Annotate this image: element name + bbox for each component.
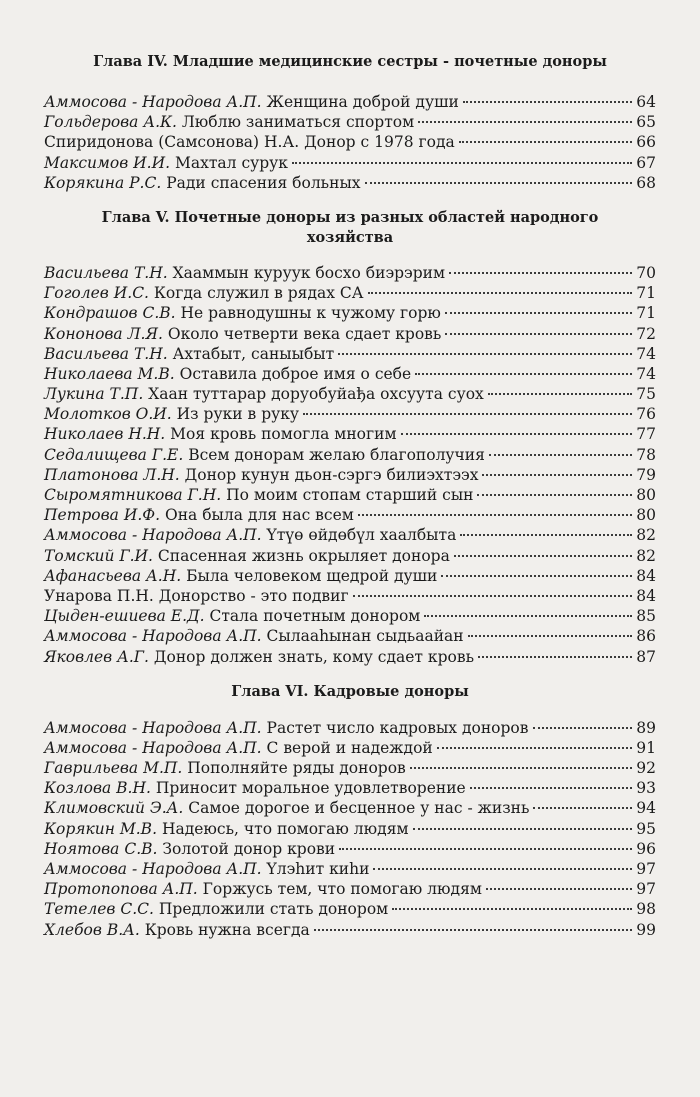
toc-entry: [44, 505, 656, 525]
dot-leader: [401, 433, 633, 435]
chapter-title: Глава VI. Кадровые доноры: [231, 682, 469, 700]
toc-entry: [44, 465, 656, 485]
dot-leader: [437, 747, 633, 749]
dot-leader: [358, 514, 632, 516]
entry-list: [44, 263, 656, 667]
entry-title: Не равнодушны к чужому горю: [180, 304, 441, 323]
toc-entry: [44, 283, 656, 303]
entry-author: Максимов И.И.: [44, 153, 171, 172]
entry-title: Сылааһынан сыдьаайан: [266, 627, 464, 646]
entry-author: Корякин М.В.: [44, 819, 158, 838]
entry-page-number: 82: [636, 546, 656, 565]
entry-title: Үтүө өйдөбүл хаалбыта: [266, 526, 457, 545]
dot-leader: [449, 272, 632, 274]
entry-author: Аммосова - Народова А.П.: [44, 627, 262, 646]
entry-page-number: 75: [636, 385, 656, 404]
entry-author: Васильева Т.Н.: [44, 344, 168, 363]
dot-leader: [410, 767, 632, 769]
entry-author: Николаев Н.Н.: [44, 425, 166, 444]
toc-entry: [44, 879, 656, 899]
toc-entry: [44, 566, 656, 586]
dot-leader: [454, 555, 632, 557]
entry-page-number: 82: [636, 526, 656, 545]
entry-title: Люблю заниматься спортом: [181, 113, 415, 132]
entry-author: Лукина Т.П.: [44, 385, 144, 404]
entry-page-number: 72: [636, 324, 656, 343]
toc-entry: [44, 899, 656, 919]
toc-entry: [44, 384, 656, 404]
entry-title: Предложили стать донором: [158, 900, 389, 919]
entry-author: Ноятова С.В.: [44, 839, 158, 858]
entry-page-number: 86: [636, 627, 656, 646]
dot-leader: [373, 868, 632, 870]
dot-leader: [292, 162, 632, 164]
entry-page-number: 85: [636, 607, 656, 626]
entry-page-number: 74: [636, 344, 656, 363]
table-of-contents: [44, 52, 656, 940]
entry-page-number: 98: [636, 900, 656, 919]
chapter-5: [44, 208, 656, 667]
entry-title: Оставила доброе имя о себе: [179, 364, 412, 383]
dot-leader: [445, 312, 632, 314]
entry-title: Горжусь тем, что помогаю людям: [202, 880, 482, 899]
dot-leader: [339, 848, 632, 850]
entry-page-number: 71: [636, 304, 656, 323]
entry-page-number: 78: [636, 445, 656, 464]
entry-page-number: 97: [636, 860, 656, 878]
entry-title: Спиридонова (Самсонова) Н.А. Донор с 1978 года: [44, 133, 455, 152]
toc-entry: [44, 424, 656, 444]
entry-title: Пополняйте ряды доноров: [187, 759, 406, 778]
dot-leader: [418, 121, 632, 123]
toc-entry: [44, 626, 656, 646]
toc-entry: [44, 819, 656, 839]
entry-title: Стала почетным донором: [209, 607, 421, 626]
entry-title: Кровь нужна всегда: [144, 920, 310, 939]
entry-page-number: 66: [636, 133, 656, 152]
toc-entry: [44, 859, 656, 879]
toc-entry: [44, 344, 656, 364]
entry-author: Козлова В.Н.: [44, 779, 151, 798]
entry-title: Она была для нас всем: [165, 506, 354, 525]
toc-entry: [44, 586, 656, 606]
entry-title: Около четверти века сдает кровь: [167, 324, 442, 343]
entry-page-number: 67: [636, 153, 656, 172]
dot-leader: [415, 373, 632, 375]
entry-page-number: 89: [636, 718, 656, 737]
entry-author: Сыромятникова Г.Н.: [44, 486, 222, 504]
entry-page-number: 71: [636, 284, 656, 303]
entry-page-number: 97: [636, 880, 656, 899]
entry-page-number: 65: [636, 113, 656, 132]
dot-leader: [463, 101, 632, 103]
entry-title: Когда служил в рядах СА: [153, 284, 364, 303]
entry-author: Седалищева Г.Е.: [44, 445, 184, 464]
entry-author: Корякина Р.С.: [44, 173, 162, 192]
entry-author: Афанасьева А.Н.: [44, 566, 182, 585]
entry-author: Протопопова А.П.: [44, 880, 198, 899]
entry-author: Николаева М.В.: [44, 364, 175, 383]
entry-list: [44, 92, 656, 193]
toc-entry: [44, 546, 656, 566]
entry-page-number: 84: [636, 566, 656, 585]
dot-leader: [303, 413, 632, 415]
entry-title: Ахтабыт, саныыбыт: [172, 344, 335, 363]
entry-author: Молотков О.И.: [44, 405, 172, 424]
entry-page-number: 80: [636, 506, 656, 525]
entry-title: Үлэһит киһи: [266, 860, 370, 878]
entry-page-number: 64: [636, 93, 656, 111]
entry-author: Цыден-ешиева Е.Д.: [44, 607, 205, 626]
entry-author: Гольдерова А.К.: [44, 113, 177, 132]
dot-leader: [486, 888, 632, 890]
dot-leader: [533, 727, 633, 729]
dot-leader: [368, 292, 633, 294]
toc-entry: [44, 364, 656, 384]
entry-page-number: 68: [636, 173, 656, 192]
entry-page-number: 84: [636, 586, 656, 605]
dot-leader: [489, 454, 632, 456]
toc-entry: [44, 839, 656, 859]
entry-page-number: 93: [636, 779, 656, 798]
entry-author: Аммосова - Народова А.П.: [44, 738, 262, 757]
toc-entry: [44, 112, 656, 132]
toc-entry: [44, 303, 656, 323]
dot-leader: [533, 807, 632, 809]
dot-leader: [460, 534, 632, 536]
entry-author: Хлебов В.А.: [44, 920, 140, 939]
entry-author: Кононова Л.Я.: [44, 324, 163, 343]
entry-author: Тетелев С.С.: [44, 900, 154, 919]
toc-entry: [44, 606, 656, 626]
entry-title: Всем донорам желаю благополучия: [188, 445, 485, 464]
entry-author: Петрова И.Ф.: [44, 506, 161, 525]
entry-page-number: 87: [636, 647, 656, 666]
dot-leader: [482, 474, 632, 476]
entry-author: Климовский Э.А.: [44, 799, 184, 818]
entry-page-number: 70: [636, 263, 656, 282]
toc-entry: [44, 758, 656, 778]
chapter-title: Глава IV. Младшие медицинские сестры - почетные доноры: [93, 53, 607, 70]
dot-leader: [365, 182, 633, 184]
entry-author: Васильева Т.Н.: [44, 263, 168, 282]
entry-page-number: 99: [636, 920, 656, 939]
entry-page-number: 95: [636, 819, 656, 838]
dot-leader: [392, 908, 632, 910]
dot-leader: [424, 615, 632, 617]
entry-author: Платонова Л.Н.: [44, 465, 180, 484]
toc-entry: [44, 445, 656, 465]
chapter-6: [44, 682, 656, 940]
toc-entry: [44, 798, 656, 818]
toc-entry: [44, 718, 656, 738]
entry-page-number: 77: [636, 425, 656, 444]
entry-title: Женщина доброй души: [266, 93, 459, 111]
entry-author: Гоголев И.С.: [44, 284, 149, 303]
toc-entry: [44, 173, 656, 193]
dot-leader: [459, 141, 633, 143]
entry-title: Надеюсь, что помогаю людям: [161, 819, 409, 838]
entry-list: [44, 718, 656, 940]
entry-title: Унарова П.Н. Донорство - это подвиг: [44, 586, 349, 605]
toc-entry: [44, 738, 656, 758]
entry-author: Кондрашов С.В.: [44, 304, 176, 323]
dot-leader: [470, 787, 633, 789]
chapter-4: [44, 52, 656, 193]
dot-leader: [338, 353, 632, 355]
dot-leader: [413, 828, 633, 830]
dot-leader: [314, 929, 632, 931]
toc-entry: [44, 525, 656, 545]
entry-page-number: 79: [636, 465, 656, 484]
toc-entry: [44, 263, 656, 283]
toc-entry: [44, 485, 656, 505]
toc-entry: [44, 647, 656, 667]
toc-entry: [44, 778, 656, 798]
entry-title: Ради спасения больных: [166, 173, 361, 192]
entry-title: Донор должен знать, кому сдает кровь: [153, 647, 475, 666]
entry-author: Яковлев А.Г.: [44, 647, 149, 666]
entry-author: Гаврильева М.П.: [44, 759, 183, 778]
toc-entry: [44, 404, 656, 424]
toc-entry: [44, 92, 656, 112]
toc-entry: [44, 153, 656, 173]
entry-page-number: 92: [636, 759, 656, 778]
entry-title: Хаан туттарар доруобуйађа охсуута суох: [148, 385, 484, 404]
entry-title: Донор кунун дьон-сэргэ билиэхтээх: [184, 465, 479, 484]
entry-page-number: 91: [636, 738, 656, 757]
entry-title: Моя кровь помогла многим: [170, 425, 397, 444]
entry-author: Аммосова - Народова А.П.: [44, 93, 262, 111]
dot-leader: [445, 333, 632, 335]
entry-title: Приносит моральное удовлетворение: [155, 779, 466, 798]
entry-title: Самое дорогое и бесценное у нас - жизнь: [188, 799, 530, 818]
entry-page-number: 80: [636, 486, 656, 504]
entry-title: Была человеком щедрой души: [186, 566, 438, 585]
dot-leader: [441, 575, 632, 577]
entry-title: Растет число кадровых доноров: [266, 718, 529, 737]
dot-leader: [488, 393, 632, 395]
dot-leader: [353, 595, 633, 597]
entry-title: Спасенная жизнь окрыляет донора: [157, 546, 450, 565]
entry-author: Томский Г.И.: [44, 546, 153, 565]
toc-entry: [44, 920, 656, 940]
entry-page-number: 96: [636, 839, 656, 858]
dot-leader: [478, 656, 632, 658]
entry-title: Золотой донор крови: [162, 839, 336, 858]
entry-title: Хааммын куруук босхо биэрэрим: [172, 263, 446, 282]
entry-title: По моим стопам старший сын: [226, 486, 474, 504]
dot-leader: [477, 494, 632, 496]
toc-entry: [44, 132, 656, 152]
chapter-title: Глава V. Почетные доноры из разных областей народного хозяйства: [101, 208, 599, 246]
entry-title: Из руки в руку: [176, 405, 300, 424]
entry-author: Аммосова - Народова А.П.: [44, 718, 262, 737]
entry-page-number: 76: [636, 405, 656, 424]
entry-page-number: 74: [636, 364, 656, 383]
entry-author: Аммосова - Народова А.П.: [44, 526, 262, 545]
entry-author: Аммосова - Народова А.П.: [44, 860, 262, 878]
entry-title: С верой и надеждой: [266, 738, 433, 757]
toc-entry: [44, 324, 656, 344]
entry-title: Махтал сурук: [175, 153, 288, 172]
dot-leader: [468, 635, 633, 637]
entry-page-number: 94: [636, 799, 656, 818]
